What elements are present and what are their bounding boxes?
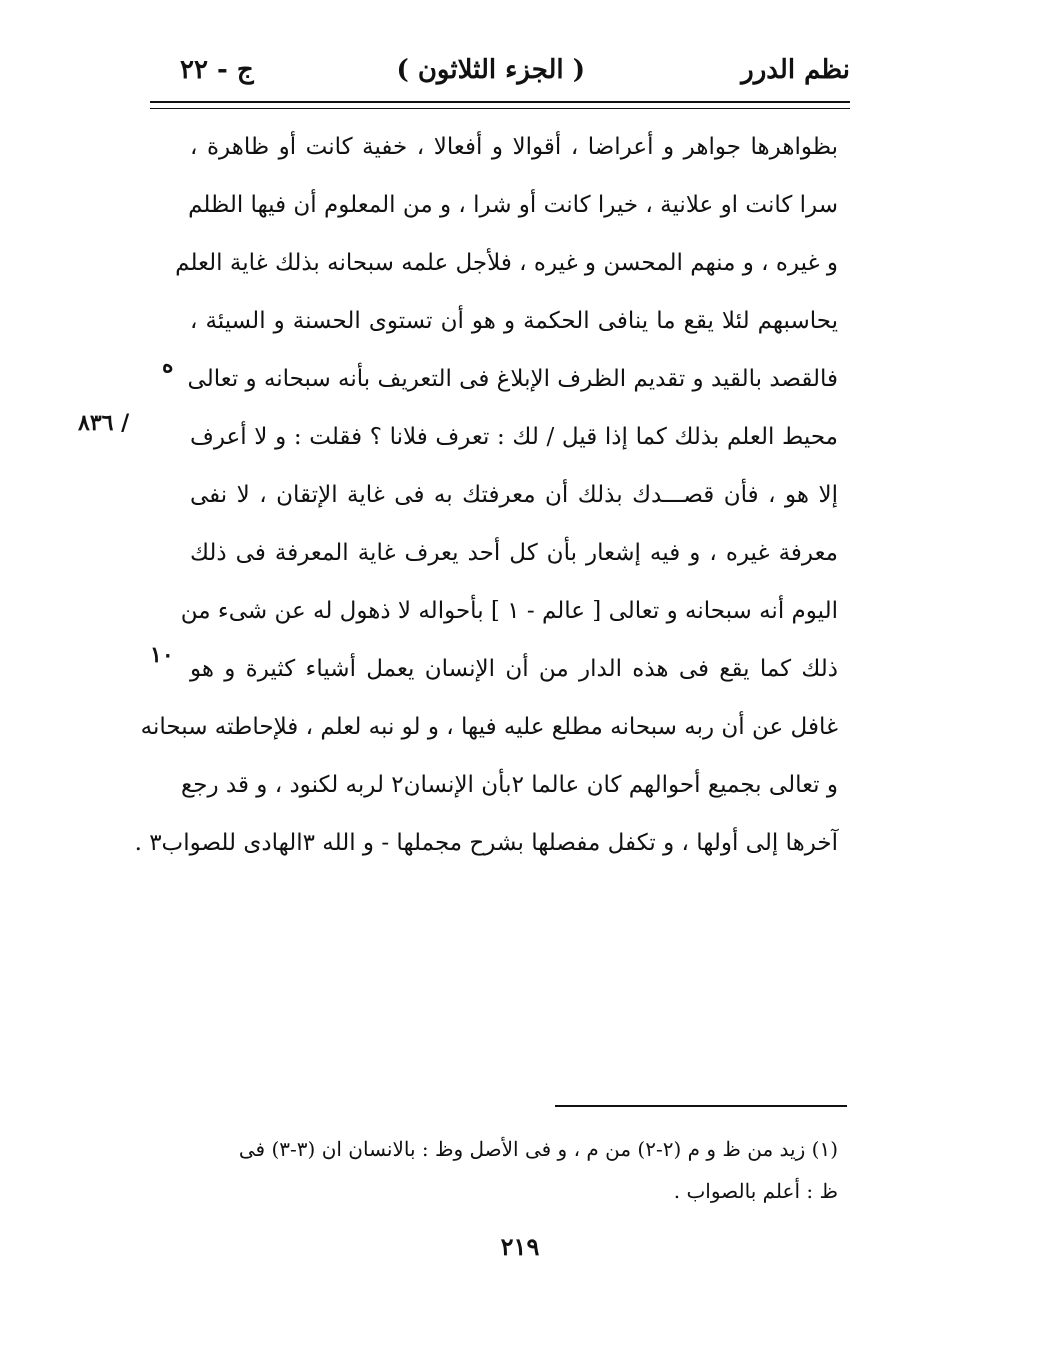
page-reference: / ٨٣٦: [78, 410, 130, 436]
body-line: محيط العلم بذلك كما إذا قيل / لك : تعرف فلانا ؟ فقلت : و لا أعرف: [190, 424, 838, 450]
body-line: اليوم أنه سبحانه و تعالى [ عالم - ١ ] بأحواله لا ذهول له عن شىء من: [180, 598, 838, 624]
body-line: غافل عن أن ربه سبحانه مطلع عليه فيها ، و لو نبه لعلم ، فلإحاطته سبحانه: [140, 714, 838, 740]
volume-number: ج - ٢٢: [180, 55, 254, 85]
body-line: معرفة غيره ، و فيه إشعار بأن كل أحد يعرف غاية المعرفة فى ذلك: [190, 540, 838, 566]
body-line: بظواهرها جواهر و أعراضا ، أقوالا و أفعالا ، خفية كانت أو ظاهرة ،: [190, 134, 838, 160]
running-header: [150, 55, 850, 101]
footnote-rule: [555, 1105, 847, 1107]
footnotes: [190, 1128, 838, 1212]
footnote-line: ظ : أعلم بالصواب .: [673, 1179, 838, 1203]
header-rule-thin: [150, 108, 850, 109]
body-line: فالقصد بالقيد و تقديم الظرف الإبلاغ فى التعريف بأنه سبحانه و تعالى: [187, 366, 838, 392]
body-line: يحاسبهم لئلا يقع ما ينافى الحكمة و هو أن تستوى الحسنة و السيئة ،: [190, 308, 838, 334]
body-line: ذلك كما يقع فى هذه الدار من أن الإنسان يعمل أشياء كثيرة و هو: [190, 656, 838, 682]
line-marker-10: ١٠: [150, 642, 174, 668]
body-line: إلا هو ، فأن قصـــدك بذلك أن معرفتك به فى غاية الإتقان ، لا نفى: [190, 482, 838, 508]
header-rule-thick: [150, 101, 850, 103]
part-title: ( الجزء الثلاثون ): [396, 55, 585, 85]
footnote-line: (١) زيد من ظ و م (٢-٢) من م ، و فى الأصل وظ : بالانسان ان (٣-٣) فى: [238, 1137, 838, 1161]
body-line: و تعالى بجميع أحوالهم كان عالما ٢بأن الإنسان٢ لربه لكنود ، و قد رجع: [181, 772, 838, 798]
line-marker-5: ه: [162, 352, 174, 378]
page-number: ٢١٩: [500, 1232, 540, 1261]
body-line: آخرها إلى أولها ، و تكفل مفصلها بشرح مجملها - و الله ٣الهادى للصواب٣ .: [134, 830, 838, 856]
body-line: سرا كانت او علانية ، خيرا كانت أو شرا ، و من المعلوم أن فيها الظلم: [188, 192, 838, 218]
body-line: و غيره ، و منهم المحسن و غيره ، فلأجل علمه سبحانه بذلك غاية العلم: [175, 250, 838, 276]
book-title: نظم الدرر: [741, 55, 850, 85]
